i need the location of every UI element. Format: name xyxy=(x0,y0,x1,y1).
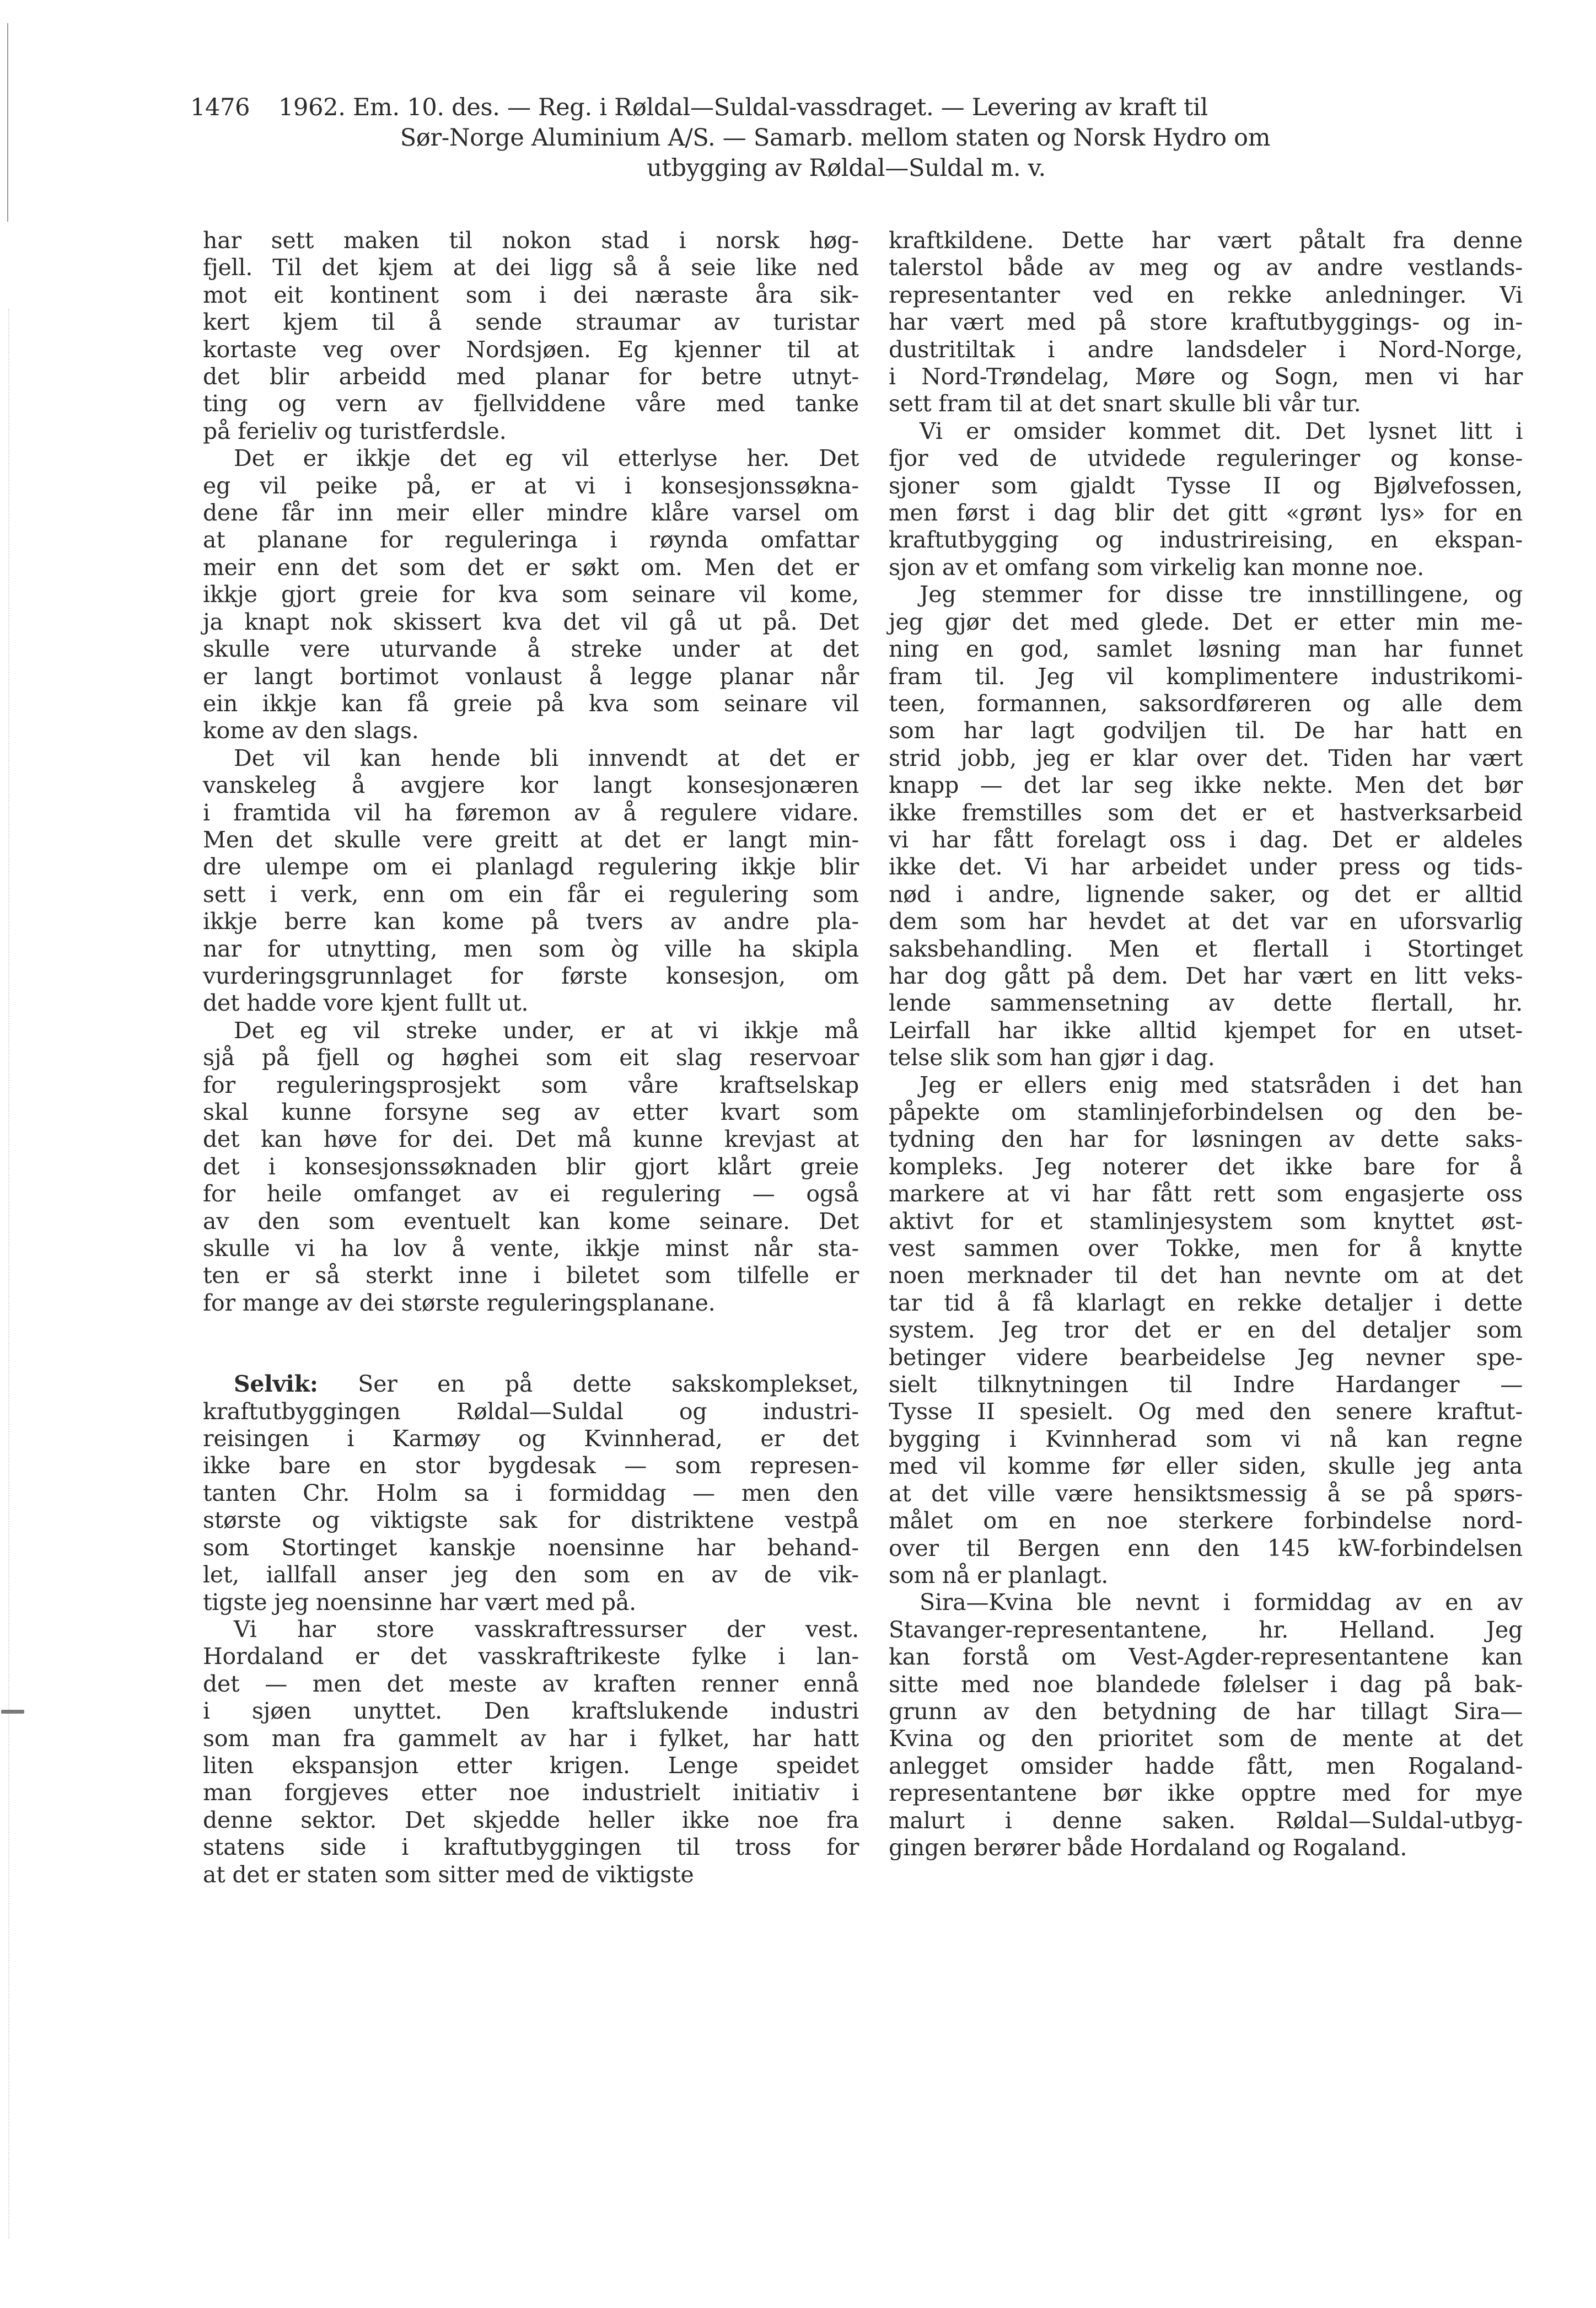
text-line: Det vil kan hende bli innvendt at det er xyxy=(234,744,859,771)
page-edge-shadow xyxy=(8,309,9,2239)
text-line-rest: Ser en på dette sakskomplekset, xyxy=(318,1371,859,1398)
text-line: Vi er omsider kommet dit. Det lysnet litt i xyxy=(920,417,1523,444)
text-line: Hordaland er det vasskraftrikeste fylke i lan- xyxy=(203,1643,859,1670)
text-line: sjon av et omfang som virkelig kan monne noe. xyxy=(889,554,1425,581)
text-line: grunn av den betydning de har tillagt Sira— xyxy=(889,1698,1523,1725)
text-line: største og viktigste sak for distriktene vestpå xyxy=(203,1507,859,1534)
text-line: tanten Chr. Holm sa i formiddag — men den xyxy=(203,1479,859,1506)
text-line: det — men det meste av kraften renner ennå xyxy=(203,1670,859,1697)
text-line: sjoner som gjaldt Tysse II og Bjølvefossen, xyxy=(889,472,1523,499)
left-column xyxy=(203,227,859,1888)
text-line: dre ulempe om ei planlagd regulering ikkje blir xyxy=(203,854,859,881)
text-line: som nå er planlagt. xyxy=(889,1561,1109,1588)
text-line: skal kunne forsyne seg av etter kvart som xyxy=(203,1099,859,1125)
text-line: kert kjem til å sende straumar av turistar xyxy=(203,309,859,336)
text-line: Kvina og den prioritet som de mente at det xyxy=(889,1725,1523,1752)
text-line: sjå på fjell og høghei som eit slag reservoar xyxy=(203,1044,859,1071)
text-line: over til Bergen enn den 145 kW-forbindelsen xyxy=(889,1534,1523,1561)
text-line: kraftutbyggingen Røldal—Suldal og industri- xyxy=(203,1398,859,1425)
text-line: mot eit kontinent som i dei næraste åra sik- xyxy=(203,281,859,308)
text-line: markere at vi har fått rett som engasjerte oss xyxy=(889,1180,1523,1207)
text-line: sielt tilknytningen til Indre Hardanger — xyxy=(889,1371,1523,1398)
text-line: på ferieliv og turistferdsle. xyxy=(203,417,507,444)
text-line: Det er ikkje det eg vil etterlyse her. Det xyxy=(234,445,859,472)
text-line: teen, formannen, saksordføreren og alle dem xyxy=(889,690,1523,717)
text-line: talerstol både av meg og av andre vestlands- xyxy=(889,254,1523,281)
text-line: at planane for reguleringa i røynda omfattar xyxy=(203,527,859,554)
text-line: betinger videre bearbeidelse Jeg nevner spe- xyxy=(889,1344,1523,1371)
text-line: Sira—Kvina ble nevnt i formiddag av en av xyxy=(920,1589,1523,1616)
page-number: 1476 xyxy=(190,94,250,121)
page-edge-rule xyxy=(7,23,8,222)
text-line: av den som eventuelt kan kome seinare. Det xyxy=(203,1207,859,1234)
text-line: Jeg stemmer for disse tre innstillingene, og xyxy=(920,581,1523,608)
text-line: vanskeleg å avgjere kor langt konsesjonæren xyxy=(203,772,859,799)
text-line: bygging i Kvinnherad som vi nå kan regne xyxy=(889,1425,1523,1452)
text-line: representanter ved en rekke anledninger. Vi xyxy=(889,281,1523,308)
text-line: ikke bare en stor bygdesak — som represen- xyxy=(203,1452,859,1479)
text-line: malurt i denne saken. Røldal—Suldal-utbyg- xyxy=(889,1807,1523,1834)
header-title-line-1: 1962. Em. 10. des. — Reg. i Røldal—Suldal-vassdraget. — Levering av kraft til xyxy=(278,94,1208,121)
text-line: kompleks. Jeg noterer det ikke bare for å xyxy=(889,1153,1523,1180)
text-line: eg vil peike på, er at vi i konsesjonssøkna- xyxy=(203,472,859,499)
text-line: liten ekspansjon etter krigen. Lenge speidet xyxy=(203,1752,859,1779)
text-line: knapp — det lar seg ikke nekte. Men det bør xyxy=(889,772,1523,799)
right-column xyxy=(889,227,1523,1861)
text-line: kortaste veg over Nordsjøen. Eg kjenner til at xyxy=(203,336,859,363)
paragraph xyxy=(203,1616,859,1888)
text-line: påpekte om stamlinjeforbindelsen og den be- xyxy=(889,1099,1523,1125)
speaker-name: Selvik: xyxy=(234,1371,318,1398)
text-line: i Nord-Trøndelag, Møre og Sogn, men vi har xyxy=(889,363,1523,390)
text-line: dem som har hevdet at det var en uforsvarlig xyxy=(889,908,1523,935)
text-line: Tysse II spesielt. Og med den senere kraftut- xyxy=(889,1398,1523,1425)
text-line: målet om en noe sterkere forbindelse nord- xyxy=(889,1507,1523,1534)
text-line: dene får inn meir eller mindre klåre varsel om xyxy=(203,500,859,527)
text-line: nød i andre, lignende saker, og det er alltid xyxy=(889,881,1523,908)
text-line: tar tid å få klarlagt en rekke detaljer i dette xyxy=(889,1289,1523,1316)
text-line: for reguleringsprosjekt som våre kraftselskap xyxy=(203,1071,859,1098)
margin-mark xyxy=(1,1710,24,1714)
text-line: som Stortinget kanskje noensinne har behand- xyxy=(203,1534,859,1561)
paragraph xyxy=(889,1589,1523,1861)
text-line xyxy=(203,1371,859,1398)
text-line: fram til. Jeg vil komplimentere industrikomi- xyxy=(889,663,1523,690)
paragraph xyxy=(889,1072,1523,1590)
text-line: skulle vi ha lov å vente, ikkje minst når sta- xyxy=(203,1235,859,1262)
text-line: fjor ved de utvidede reguleringer og konse- xyxy=(889,445,1523,472)
text-line: kan forstå om Vest-Agder-representantene kan xyxy=(889,1644,1523,1671)
text-line: nar for utnytting, men som òg ville ha skipla xyxy=(203,935,859,962)
text-line: at det er staten som sitter med de viktigste xyxy=(203,1861,694,1888)
text-line: det kan høve for dei. Det må kunne krevjast at xyxy=(203,1126,859,1153)
text-line: vest sammen over Tokke, men for å knytte xyxy=(889,1235,1523,1262)
text-line: kome av den slags. xyxy=(203,717,419,744)
text-line: det blir arbeidd med planar for betre utnyt- xyxy=(203,363,859,390)
text-line: tydning den har for løsningen av dette saks- xyxy=(889,1126,1523,1153)
text-line: strid jobb, jeg er klar over det. Tiden har vært xyxy=(889,744,1523,771)
text-line: statens side i kraftutbyggingen til tross for xyxy=(203,1834,859,1861)
text-line: med vil komme før eller siden, skulle jeg anta xyxy=(889,1453,1523,1480)
text-line: anlegget omsider hadde fått, men Rogaland- xyxy=(889,1752,1523,1779)
text-line: Men det skulle vere greitt at det er langt min- xyxy=(203,826,859,853)
text-line: har sett maken til nokon stad i norsk høg- xyxy=(203,227,859,254)
text-line: ning en god, samlet løsning man har funnet xyxy=(889,636,1523,663)
paragraph xyxy=(889,227,1523,418)
text-line: kraftutbygging og industrireising, en ekspan- xyxy=(889,527,1523,554)
text-line: Det eg vil streke under, er at vi ikkje må xyxy=(234,1017,859,1044)
text-line: som man fra gammelt av har i fylket, har hatt xyxy=(203,1725,859,1752)
text-line: har dog gått på dem. Det har vært en litt veks- xyxy=(889,962,1523,989)
text-line: reisingen i Karmøy og Kvinnherad, er det xyxy=(203,1425,859,1452)
text-line: ting og vern av fjellviddene våre med tanke xyxy=(203,390,859,417)
text-line: system. Jeg tror det er en del detaljer som xyxy=(889,1317,1523,1344)
text-line: har vært med på store kraftutbyggings- og in- xyxy=(889,309,1523,336)
paragraph xyxy=(203,445,859,744)
text-line: det hadde vore kjent fullt ut. xyxy=(203,990,529,1017)
text-line: denne sektor. Det skjedde heller ikke noe fra xyxy=(203,1806,859,1833)
text-line: aktivt for et stamlinjesystem som knyttet øst- xyxy=(889,1207,1523,1234)
paragraph xyxy=(203,1371,859,1616)
text-line: for mange av dei største reguleringsplanane. xyxy=(203,1289,716,1316)
text-line: som har lagt godviljen til. De har hatt en xyxy=(889,717,1523,744)
text-line: gingen berører både Hordaland og Rogaland. xyxy=(889,1834,1407,1861)
text-line: ikkje gjort greie for kva som seinare vil kome, xyxy=(203,581,859,608)
header-title-line-2: Sør-Norge Aluminium A/S. — Samarb. mellom staten og Norsk Hydro om xyxy=(400,124,1271,152)
text-line: vi har fått forelagt oss i dag. Det er aldeles xyxy=(889,826,1523,853)
text-line: kraftkildene. Dette har vært påtalt fra denne xyxy=(889,227,1523,254)
text-line: representantene bør ikke opptre med for mye xyxy=(889,1780,1523,1807)
paragraph xyxy=(889,418,1523,581)
paragraph xyxy=(203,227,859,445)
text-line: ein ikkje kan få greie på kva som seinare vil xyxy=(203,690,859,717)
text-line: fjell. Til det kjem at dei ligg så å seie like ned xyxy=(203,254,859,281)
text-line: men først i dag blir det gitt «grønt lys» for en xyxy=(889,500,1523,527)
text-line: Leirfall har ikke alltid kjempet for en utset- xyxy=(889,1017,1523,1044)
text-line: i framtida vil ha føremon av å regulere vidare. xyxy=(203,799,859,826)
text-line: at det ville være hensiktsmessig å se på spørs- xyxy=(889,1480,1523,1507)
text-line: i sjøen unyttet. Den kraftslukende industri xyxy=(203,1698,859,1725)
running-header xyxy=(190,93,1414,184)
paragraph xyxy=(203,745,859,1017)
text-line: jeg gjør det med glede. Det er etter min me- xyxy=(889,608,1523,635)
text-line: sett fram til at det snart skulle bli vår tur. xyxy=(889,390,1361,417)
text-line: noen merknader til det han nevnte om at det xyxy=(889,1262,1523,1289)
text-line: er langt bortimot vonlaust å legge planar når xyxy=(203,663,859,690)
text-line: sitte med noe blandede følelser i dag på bak- xyxy=(889,1671,1523,1698)
text-line: ikke det. Vi har arbeidet under press og tids- xyxy=(889,854,1523,881)
text-line: ikke fremstilles som det er et hastverksarbeid xyxy=(889,799,1523,826)
paragraph xyxy=(889,581,1523,1071)
text-line: det i konsesjonssøknaden blir gjort klårt greie xyxy=(203,1153,859,1180)
text-line: ikkje berre kan kome på tvers av andre pla- xyxy=(203,908,859,935)
text-line: Vi har store vasskraftressurser der vest. xyxy=(234,1615,859,1643)
text-line: ja knapt nok skissert kva det vil gå ut på. Det xyxy=(203,608,859,635)
text-line: telse slik som han gjør i dag. xyxy=(889,1044,1215,1071)
text-line: lende sammensetning av dette flertall, hr. xyxy=(889,990,1523,1017)
text-line: skulle vere uturvande å streke under at det xyxy=(203,636,859,663)
text-line: for heile omfanget av ei regulering — også xyxy=(203,1180,859,1207)
text-line: Jeg er ellers enig med statsråden i det han xyxy=(920,1071,1523,1098)
paragraph xyxy=(203,1017,859,1317)
text-line: tigste jeg noensinne har vært med på. xyxy=(203,1588,636,1615)
text-line: sett i verk, enn om ein får ei regulering som xyxy=(203,881,859,908)
text-line: vurderingsgrunnlaget for første konsesjon, om xyxy=(203,962,859,989)
text-line: ten er så sterkt inne i biletet som tilfelle er xyxy=(203,1262,859,1289)
text-line: Stavanger-representantene, hr. Helland. Jeg xyxy=(889,1616,1523,1643)
text-line: man forgjeves etter noe industrielt initiativ i xyxy=(203,1779,859,1806)
text-line: meir enn det som det er søkt om. Men det er xyxy=(203,554,859,581)
text-line: let, iallfall anser jeg den som en av de vik- xyxy=(203,1561,859,1588)
text-line: dustritiltak i andre landsdeler i Nord-Norge, xyxy=(889,336,1523,363)
header-title-line-3: utbygging av Røldal—Suldal m. v. xyxy=(647,154,1046,182)
text-line: saksbehandling. Men et flertall i Stortinget xyxy=(889,935,1523,962)
